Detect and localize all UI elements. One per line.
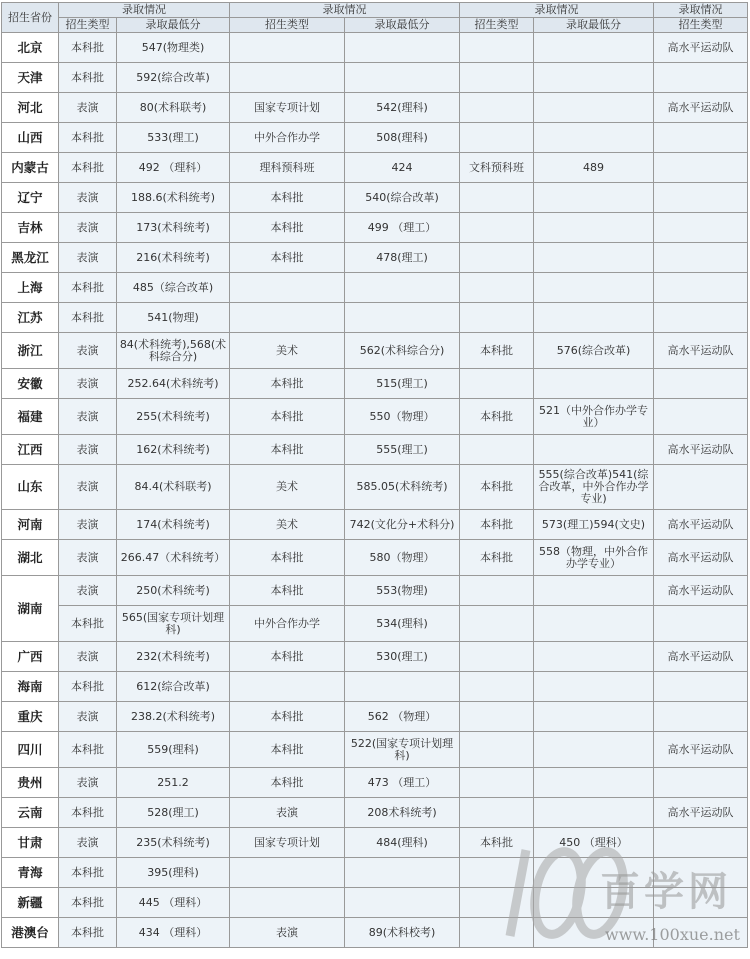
table-row (2, 465, 748, 510)
cell-type-3 (460, 93, 534, 123)
cell-type-1: 表演 (59, 768, 117, 798)
cell-minscore-3 (534, 798, 654, 828)
cell-type-1: 表演 (59, 213, 117, 243)
province-cell: 河北 (2, 93, 59, 123)
admission-table (1, 2, 748, 948)
cell-type-3 (460, 918, 534, 948)
cell-type-4: 高水平运动队 (654, 642, 748, 672)
cell-minscore-2 (345, 303, 460, 333)
cell-type-4 (654, 672, 748, 702)
province-cell: 港澳台 (2, 918, 59, 948)
header-type-2: 招生类型 (230, 18, 345, 33)
cell-type-1: 表演 (59, 333, 117, 369)
province-cell: 上海 (2, 273, 59, 303)
cell-minscore-2: 515(理工) (345, 369, 460, 399)
cell-type-2: 本科批 (230, 213, 345, 243)
cell-minscore-1: 528(理工) (117, 798, 230, 828)
cell-minscore-2: 530(理工) (345, 642, 460, 672)
cell-type-3 (460, 702, 534, 732)
cell-minscore-2 (345, 672, 460, 702)
cell-type-3 (460, 303, 534, 333)
cell-minscore-2 (345, 858, 460, 888)
cell-type-3 (460, 672, 534, 702)
cell-minscore-2 (345, 273, 460, 303)
table-row (2, 642, 748, 672)
cell-type-4 (654, 888, 748, 918)
cell-type-4 (654, 858, 748, 888)
table-body (2, 3, 748, 948)
cell-minscore-2: 540(综合改革) (345, 183, 460, 213)
header-minscore-2: 录取最低分 (345, 18, 460, 33)
header-group-4: 录取情况 (654, 3, 748, 18)
province-cell: 青海 (2, 858, 59, 888)
cell-minscore-2: 562 （物理） (345, 702, 460, 732)
table-row (2, 798, 748, 828)
cell-type-4 (654, 303, 748, 333)
cell-type-2: 本科批 (230, 243, 345, 273)
province-cell: 湖南 (2, 576, 59, 642)
cell-minscore-2: 499 （理工） (345, 213, 460, 243)
cell-type-3 (460, 63, 534, 93)
cell-minscore-2 (345, 33, 460, 63)
cell-type-1: 表演 (59, 642, 117, 672)
province-cell: 贵州 (2, 768, 59, 798)
cell-type-3 (460, 273, 534, 303)
table-row (2, 768, 748, 798)
cell-type-4 (654, 369, 748, 399)
cell-minscore-1: 252.64(术科统考) (117, 369, 230, 399)
province-cell: 安徽 (2, 369, 59, 399)
cell-minscore-3: 489 (534, 153, 654, 183)
cell-minscore-3 (534, 273, 654, 303)
cell-type-2: 国家专项计划 (230, 93, 345, 123)
table-row (2, 369, 748, 399)
cell-type-4 (654, 183, 748, 213)
province-cell: 湖北 (2, 540, 59, 576)
header-group-3: 录取情况 (460, 3, 654, 18)
cell-minscore-2: 555(理工) (345, 435, 460, 465)
cell-type-4: 高水平运动队 (654, 333, 748, 369)
province-cell: 内蒙古 (2, 153, 59, 183)
province-cell: 福建 (2, 399, 59, 435)
cell-type-4 (654, 123, 748, 153)
cell-type-2: 国家专项计划 (230, 828, 345, 858)
cell-minscore-1: 533(理工) (117, 123, 230, 153)
cell-type-2 (230, 33, 345, 63)
cell-minscore-3 (534, 672, 654, 702)
cell-minscore-2: 424 (345, 153, 460, 183)
cell-minscore-3 (534, 918, 654, 948)
cell-minscore-1: 559(理科) (117, 732, 230, 768)
cell-type-2: 本科批 (230, 732, 345, 768)
cell-minscore-2: 484(理科) (345, 828, 460, 858)
table-row (2, 243, 748, 273)
cell-type-2: 美术 (230, 510, 345, 540)
province-cell: 山东 (2, 465, 59, 510)
cell-minscore-1: 173(术科统考) (117, 213, 230, 243)
cell-minscore-2: 508(理科) (345, 123, 460, 153)
cell-minscore-3 (534, 576, 654, 606)
cell-minscore-3 (534, 243, 654, 273)
province-cell: 重庆 (2, 702, 59, 732)
cell-minscore-2: 522(国家专项计划理科) (345, 732, 460, 768)
cell-type-1: 本科批 (59, 918, 117, 948)
cell-type-2: 表演 (230, 798, 345, 828)
cell-type-4 (654, 918, 748, 948)
cell-type-2: 本科批 (230, 369, 345, 399)
cell-minscore-2: 553(物理) (345, 576, 460, 606)
cell-minscore-3: 450 （理科） (534, 828, 654, 858)
cell-type-3 (460, 798, 534, 828)
cell-type-2: 本科批 (230, 183, 345, 213)
table-row (2, 510, 748, 540)
table-row (2, 333, 748, 369)
province-cell: 天津 (2, 63, 59, 93)
cell-type-3 (460, 213, 534, 243)
cell-minscore-1: 592(综合改革) (117, 63, 230, 93)
cell-minscore-1: 485（综合改革) (117, 273, 230, 303)
cell-type-2: 美术 (230, 333, 345, 369)
cell-type-3: 本科批 (460, 828, 534, 858)
cell-minscore-2: 580（物理） (345, 540, 460, 576)
cell-type-4: 高水平运动队 (654, 540, 748, 576)
cell-type-1: 本科批 (59, 273, 117, 303)
cell-minscore-1: 395(理科) (117, 858, 230, 888)
cell-type-1: 本科批 (59, 303, 117, 333)
cell-type-1: 本科批 (59, 153, 117, 183)
cell-type-1: 表演 (59, 435, 117, 465)
province-cell: 山西 (2, 123, 59, 153)
header-row-groups (2, 3, 748, 18)
cell-type-1: 表演 (59, 93, 117, 123)
province-cell: 新疆 (2, 888, 59, 918)
table-row (2, 576, 748, 606)
cell-minscore-3 (534, 642, 654, 672)
cell-minscore-3 (534, 93, 654, 123)
cell-type-4 (654, 465, 748, 510)
cell-minscore-1: 434 （理科） (117, 918, 230, 948)
table-row (2, 606, 748, 642)
table-row (2, 672, 748, 702)
cell-type-4 (654, 828, 748, 858)
province-cell: 四川 (2, 732, 59, 768)
cell-minscore-3 (534, 732, 654, 768)
cell-minscore-1: 235(术科统考) (117, 828, 230, 858)
province-cell: 甘肃 (2, 828, 59, 858)
cell-type-3 (460, 768, 534, 798)
cell-type-1: 表演 (59, 576, 117, 606)
cell-type-2: 本科批 (230, 399, 345, 435)
table-row (2, 63, 748, 93)
table-row (2, 93, 748, 123)
cell-minscore-3 (534, 63, 654, 93)
province-cell: 江西 (2, 435, 59, 465)
cell-minscore-2: 89(术科校考) (345, 918, 460, 948)
cell-type-3 (460, 888, 534, 918)
cell-type-2: 中外合作办学 (230, 123, 345, 153)
province-cell: 云南 (2, 798, 59, 828)
cell-minscore-2: 562(术科综合分) (345, 333, 460, 369)
cell-type-4: 高水平运动队 (654, 576, 748, 606)
cell-type-2 (230, 888, 345, 918)
cell-type-3 (460, 243, 534, 273)
cell-type-2 (230, 273, 345, 303)
cell-type-1: 本科批 (59, 732, 117, 768)
cell-minscore-1: 84.4(术科联考) (117, 465, 230, 510)
table-row (2, 888, 748, 918)
cell-minscore-2 (345, 888, 460, 918)
cell-type-3: 本科批 (460, 465, 534, 510)
cell-type-4: 高水平运动队 (654, 732, 748, 768)
header-type-4: 招生类型 (654, 18, 748, 33)
cell-type-1: 本科批 (59, 606, 117, 642)
watermark-url: www.100xue.net (605, 925, 740, 944)
header-minscore-3: 录取最低分 (534, 18, 654, 33)
cell-type-3 (460, 858, 534, 888)
cell-minscore-2: 208术科统考) (345, 798, 460, 828)
cell-type-4 (654, 399, 748, 435)
cell-type-3: 本科批 (460, 399, 534, 435)
cell-type-1: 本科批 (59, 63, 117, 93)
table-row (2, 153, 748, 183)
cell-type-2 (230, 672, 345, 702)
cell-type-2: 本科批 (230, 576, 345, 606)
cell-minscore-3 (534, 303, 654, 333)
province-cell: 辽宁 (2, 183, 59, 213)
table-row (2, 828, 748, 858)
cell-type-1: 表演 (59, 399, 117, 435)
table-row (2, 273, 748, 303)
cell-minscore-1: 251.2 (117, 768, 230, 798)
cell-type-1: 表演 (59, 510, 117, 540)
cell-minscore-3: 576(综合改革) (534, 333, 654, 369)
cell-type-4 (654, 606, 748, 642)
cell-type-3: 文科预科班 (460, 153, 534, 183)
header-row-columns (2, 18, 748, 33)
cell-type-1: 表演 (59, 540, 117, 576)
cell-type-4 (654, 768, 748, 798)
cell-minscore-1: 216(术科统考) (117, 243, 230, 273)
cell-minscore-3 (534, 888, 654, 918)
header-group-1: 录取情况 (59, 3, 230, 18)
cell-type-1: 本科批 (59, 33, 117, 63)
cell-minscore-3 (534, 183, 654, 213)
cell-minscore-3 (534, 702, 654, 732)
cell-minscore-1: 255(术科统考) (117, 399, 230, 435)
cell-minscore-1: 80(术科联考) (117, 93, 230, 123)
cell-type-4 (654, 243, 748, 273)
province-cell: 江苏 (2, 303, 59, 333)
cell-minscore-1: 492 （理科） (117, 153, 230, 183)
cell-type-3 (460, 642, 534, 672)
cell-type-4: 高水平运动队 (654, 33, 748, 63)
cell-minscore-2: 585.05(术科统考) (345, 465, 460, 510)
cell-minscore-2: 742(文化分+术科分) (345, 510, 460, 540)
cell-type-1: 表演 (59, 702, 117, 732)
table-row (2, 918, 748, 948)
cell-minscore-1: 188.6(术科统考) (117, 183, 230, 213)
cell-minscore-3 (534, 369, 654, 399)
cell-type-4 (654, 153, 748, 183)
table-row (2, 213, 748, 243)
cell-minscore-3 (534, 768, 654, 798)
cell-minscore-1: 162(术科统考) (117, 435, 230, 465)
table-row (2, 858, 748, 888)
cell-type-1: 本科批 (59, 798, 117, 828)
cell-type-1: 表演 (59, 183, 117, 213)
table-row (2, 183, 748, 213)
watermark-text: 百学网 (600, 868, 732, 915)
cell-type-4 (654, 213, 748, 243)
cell-type-1: 本科批 (59, 672, 117, 702)
cell-type-2: 表演 (230, 918, 345, 948)
province-cell: 吉林 (2, 213, 59, 243)
table-row (2, 399, 748, 435)
table-row (2, 702, 748, 732)
cell-minscore-3 (534, 213, 654, 243)
table-row (2, 732, 748, 768)
cell-type-2: 美术 (230, 465, 345, 510)
cell-type-1: 表演 (59, 243, 117, 273)
cell-type-3: 本科批 (460, 333, 534, 369)
cell-type-4: 高水平运动队 (654, 93, 748, 123)
table-row (2, 33, 748, 63)
table-row (2, 540, 748, 576)
cell-type-4: 高水平运动队 (654, 798, 748, 828)
cell-minscore-1: 84(术科统考),568(术科综合分) (117, 333, 230, 369)
cell-minscore-2 (345, 63, 460, 93)
cell-type-2: 中外合作办学 (230, 606, 345, 642)
cell-type-1: 本科批 (59, 888, 117, 918)
cell-type-1: 表演 (59, 465, 117, 510)
header-type-3: 招生类型 (460, 18, 534, 33)
cell-type-4 (654, 63, 748, 93)
cell-type-1: 本科批 (59, 858, 117, 888)
cell-minscore-1: 174(术科统考) (117, 510, 230, 540)
cell-minscore-3 (534, 435, 654, 465)
cell-minscore-1: 541(物理) (117, 303, 230, 333)
cell-minscore-2: 478(理工) (345, 243, 460, 273)
cell-type-4: 高水平运动队 (654, 510, 748, 540)
cell-minscore-1: 238.2(术科统考) (117, 702, 230, 732)
cell-type-1: 表演 (59, 369, 117, 399)
province-cell: 浙江 (2, 333, 59, 369)
cell-type-3: 本科批 (460, 510, 534, 540)
cell-minscore-3 (534, 606, 654, 642)
cell-type-2: 本科批 (230, 768, 345, 798)
cell-type-2: 理科预科班 (230, 153, 345, 183)
cell-minscore-3 (534, 123, 654, 153)
cell-type-4: 高水平运动队 (654, 435, 748, 465)
cell-minscore-3: 558（物理，中外合作办学专业） (534, 540, 654, 576)
cell-type-1: 本科批 (59, 123, 117, 153)
table-row (2, 123, 748, 153)
cell-type-1: 表演 (59, 828, 117, 858)
cell-minscore-3: 521（中外合作办学专业） (534, 399, 654, 435)
cell-type-4 (654, 273, 748, 303)
cell-type-2: 本科批 (230, 435, 345, 465)
cell-minscore-1: 266.47（术科统考） (117, 540, 230, 576)
cell-minscore-2: 550（物理） (345, 399, 460, 435)
cell-type-4 (654, 702, 748, 732)
table-row (2, 303, 748, 333)
admission-table-container (1, 2, 747, 948)
cell-minscore-3 (534, 858, 654, 888)
cell-type-3 (460, 33, 534, 63)
cell-type-3 (460, 606, 534, 642)
cell-type-3: 本科批 (460, 540, 534, 576)
table-row (2, 435, 748, 465)
cell-type-3 (460, 576, 534, 606)
header-type-1: 招生类型 (59, 18, 117, 33)
cell-minscore-3 (534, 33, 654, 63)
cell-type-2: 本科批 (230, 702, 345, 732)
cell-minscore-1: 445 （理科） (117, 888, 230, 918)
cell-minscore-1: 612(综合改革) (117, 672, 230, 702)
province-cell: 黑龙江 (2, 243, 59, 273)
cell-type-2: 本科批 (230, 642, 345, 672)
province-cell: 广西 (2, 642, 59, 672)
province-cell: 海南 (2, 672, 59, 702)
cell-minscore-2: 542(理科) (345, 93, 460, 123)
cell-type-2 (230, 63, 345, 93)
header-province: 招生省份 (2, 3, 59, 33)
cell-type-3 (460, 183, 534, 213)
cell-type-2: 本科批 (230, 540, 345, 576)
cell-type-2 (230, 858, 345, 888)
cell-type-3 (460, 123, 534, 153)
province-cell: 北京 (2, 33, 59, 63)
cell-type-3 (460, 435, 534, 465)
cell-minscore-1: 547(物理类) (117, 33, 230, 63)
header-group-2: 录取情况 (230, 3, 460, 18)
cell-type-2 (230, 303, 345, 333)
cell-minscore-2: 473 （理工） (345, 768, 460, 798)
cell-type-3 (460, 369, 534, 399)
cell-type-3 (460, 732, 534, 768)
cell-minscore-2: 534(理科) (345, 606, 460, 642)
header-minscore-1: 录取最低分 (117, 18, 230, 33)
cell-minscore-3: 573(理工)594(文史) (534, 510, 654, 540)
cell-minscore-3: 555(综合改革)541(综合改革，中外合作办学专业) (534, 465, 654, 510)
cell-minscore-1: 232(术科统考) (117, 642, 230, 672)
cell-minscore-1: 250(术科统考) (117, 576, 230, 606)
province-cell: 河南 (2, 510, 59, 540)
cell-minscore-1: 565(国家专项计划理科) (117, 606, 230, 642)
